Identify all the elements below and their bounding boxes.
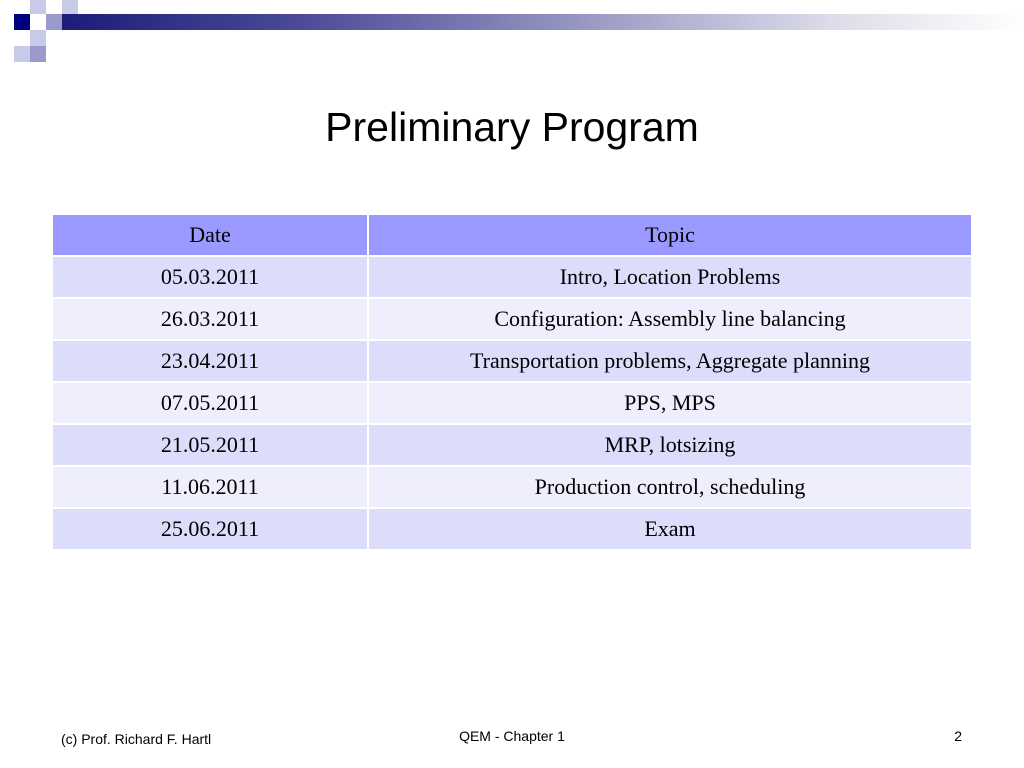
topic-cell: PPS, MPS bbox=[368, 382, 972, 424]
gradient-bar bbox=[62, 14, 1024, 30]
table-header-row bbox=[52, 214, 972, 256]
topic-cell: Configuration: Assembly line balancing bbox=[368, 298, 972, 340]
decor-square bbox=[30, 46, 46, 62]
slide-title: Preliminary Program bbox=[325, 104, 699, 150]
date-cell: 26.03.2011 bbox=[52, 298, 368, 340]
topic-cell: Production control, scheduling bbox=[368, 466, 972, 508]
date-cell: 05.03.2011 bbox=[52, 256, 368, 298]
table-row bbox=[52, 382, 972, 424]
table-row bbox=[52, 508, 972, 550]
date-cell: 11.06.2011 bbox=[52, 466, 368, 508]
table-row bbox=[52, 424, 972, 466]
table-row bbox=[52, 466, 972, 508]
date-cell: 21.05.2011 bbox=[52, 424, 368, 466]
decor-square bbox=[30, 30, 46, 46]
topic-column-header: Topic bbox=[368, 214, 972, 256]
decor-square bbox=[14, 14, 30, 30]
topic-cell: Intro, Location Problems bbox=[368, 256, 972, 298]
page-number: 2 bbox=[954, 728, 962, 744]
footer-chapter: QEM - Chapter 1 bbox=[459, 728, 565, 744]
topic-cell: Exam bbox=[368, 508, 972, 550]
date-cell: 25.06.2011 bbox=[52, 508, 368, 550]
program-table bbox=[51, 213, 973, 551]
header-decoration bbox=[0, 0, 1024, 64]
date-cell: 23.04.2011 bbox=[52, 340, 368, 382]
date-column-header: Date bbox=[52, 214, 368, 256]
table-row bbox=[52, 298, 972, 340]
topic-cell: MRP, lotsizing bbox=[368, 424, 972, 466]
date-cell: 07.05.2011 bbox=[52, 382, 368, 424]
footer-author: (c) Prof. Richard F. Hartl bbox=[61, 731, 212, 747]
decor-square bbox=[14, 46, 30, 62]
table-row bbox=[52, 256, 972, 298]
decor-square bbox=[46, 14, 62, 30]
decor-square bbox=[30, 0, 46, 14]
decor-square bbox=[62, 0, 78, 14]
table-row bbox=[52, 340, 972, 382]
topic-cell: Transportation problems, Aggregate planning bbox=[368, 340, 972, 382]
